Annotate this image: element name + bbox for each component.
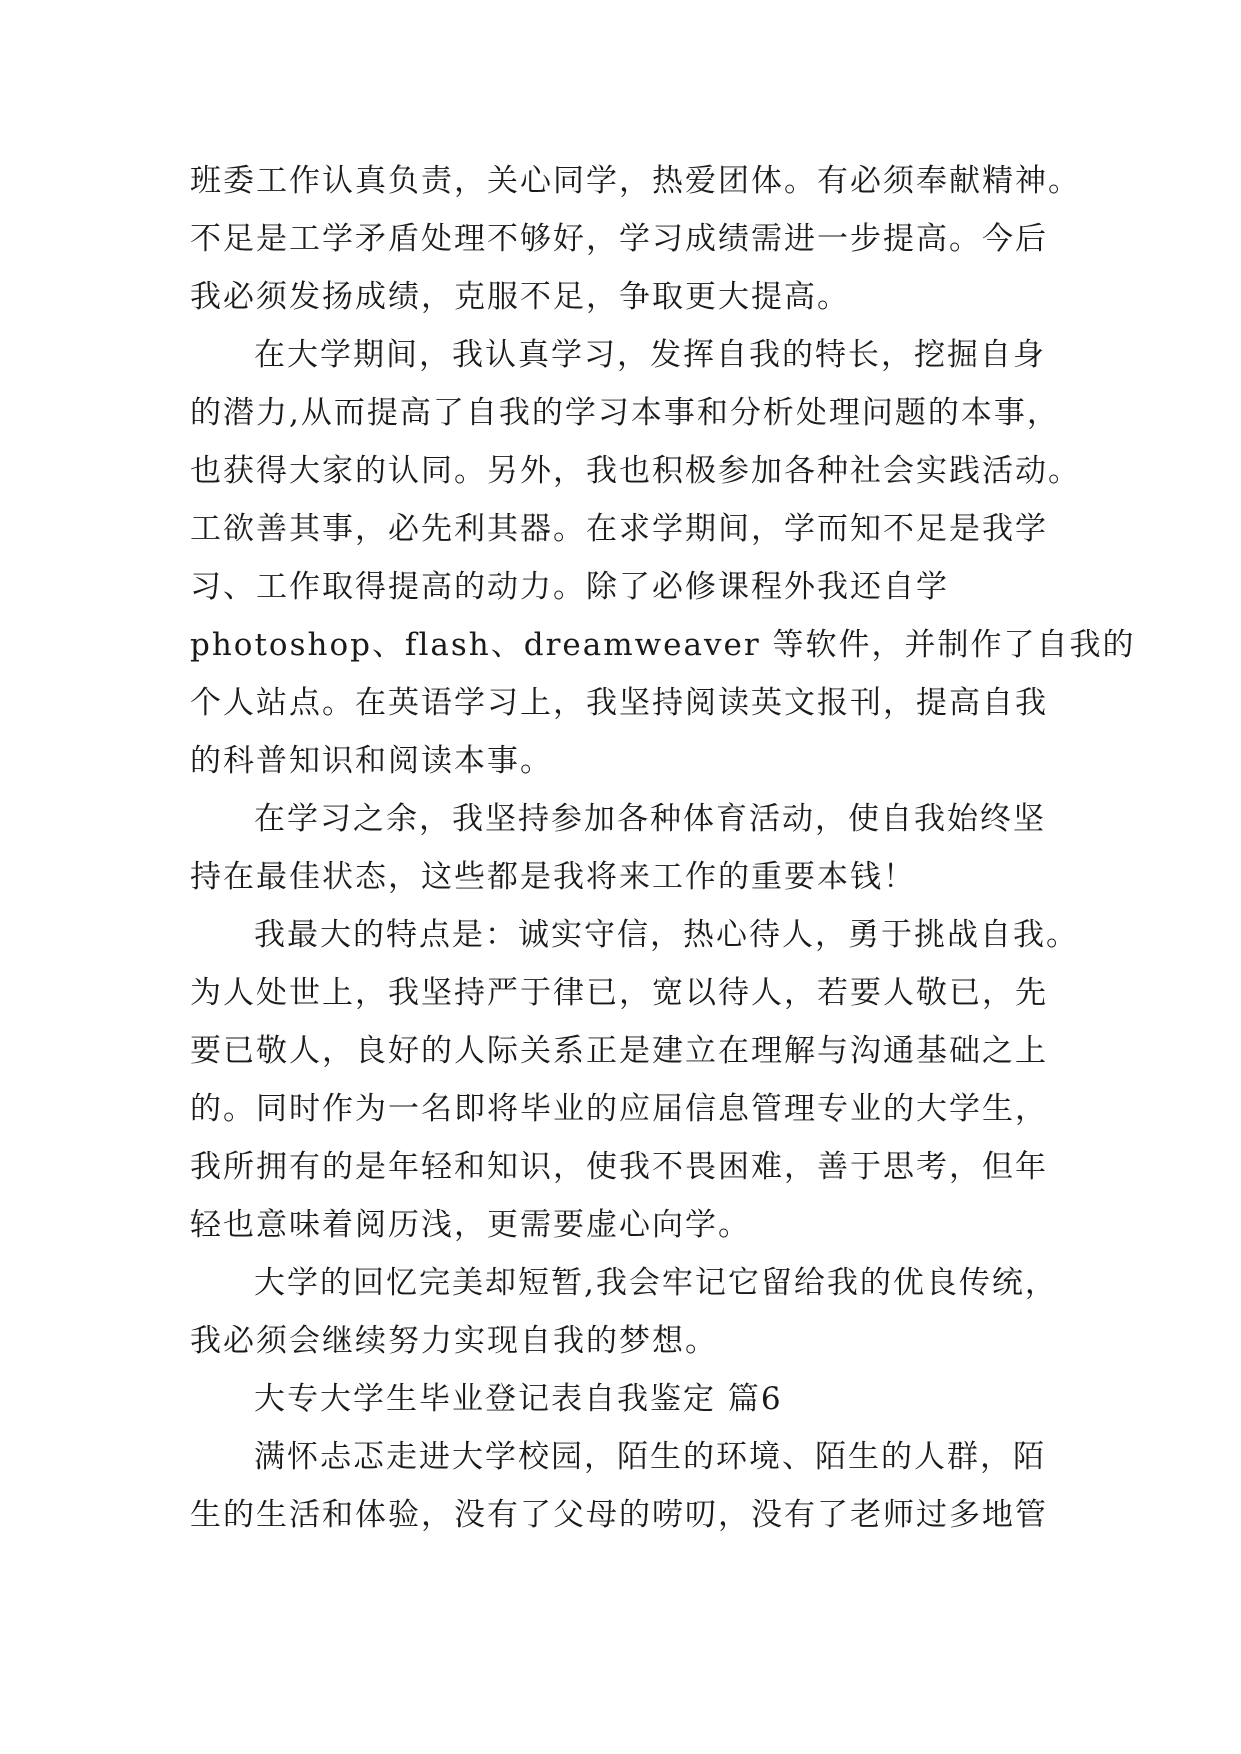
- text-line: 要已敬人，良好的人际关系正是建立在理解与沟通基础之上: [190, 1033, 1048, 1069]
- text-line: photoshop、flash、dreamweaver 等软件，并制作了自我的: [190, 627, 1136, 663]
- text-line: 持在最佳状态，这些都是我将来工作的重要本钱！: [190, 859, 916, 895]
- text-line: 班委工作认真负责，关心同学，热爱团体。有必须奉献精神。: [190, 163, 1081, 199]
- paragraph-first-line: 在学习之余，我坚持参加各种体育活动，使自我始终坚: [254, 801, 1046, 837]
- text-line: 为人处世上，我坚持严于律已，宽以待人，若要人敬已，先: [190, 975, 1048, 1011]
- text-line: 也获得大家的认同。另外，我也积极参加各种社会实践活动。: [190, 453, 1081, 489]
- paragraph-first-line: 满怀忐忑走进大学校园，陌生的环境、陌生的人群，陌: [254, 1439, 1046, 1475]
- paragraph-first-line: 我最大的特点是：诚实守信，热心待人，勇于挑战自我。: [254, 917, 1079, 953]
- text-line: 工欲善其事，必先利其器。在求学期间，学而知不足是我学: [190, 511, 1048, 547]
- text-line: 我所拥有的是年轻和知识，使我不畏困难，善于思考，但年: [190, 1149, 1048, 1185]
- text-line: 个人站点。在英语学习上，我坚持阅读英文报刊，提高自我: [190, 685, 1048, 721]
- document-body: [190, 152, 1136, 1544]
- text-line: 我必须发扬成绩，克服不足，争取更大提高。: [190, 279, 850, 315]
- section-heading: 大专大学生毕业登记表自我鉴定 篇6: [254, 1381, 783, 1417]
- text-line: 的。同时作为一名即将毕业的应届信息管理专业的大学生，: [190, 1091, 1048, 1127]
- text-line: 生的生活和体验，没有了父母的唠叨，没有了老师过多地管: [190, 1497, 1048, 1533]
- text-line: 我必须会继续努力实现自我的梦想。: [190, 1323, 718, 1359]
- paragraph-first-line: 大学的回忆完美却短暂,我会牢记它留给我的优良传统，: [254, 1265, 1058, 1301]
- text-line: 习、工作取得提高的动力。除了必修课程外我还自学: [190, 569, 949, 605]
- text-line: 的潜力,从而提高了自我的学习本事和分析处理问题的本事，: [190, 395, 1060, 431]
- text-line: 的科普知识和阅读本事。: [190, 743, 553, 779]
- text-line: 轻也意味着阅历浅，更需要虚心向学。: [190, 1207, 751, 1243]
- paragraph-first-line: 在大学期间，我认真学习，发挥自我的特长，挖掘自身: [254, 337, 1046, 373]
- text-line: 不足是工学矛盾处理不够好，学习成绩需进一步提高。今后: [190, 221, 1048, 257]
